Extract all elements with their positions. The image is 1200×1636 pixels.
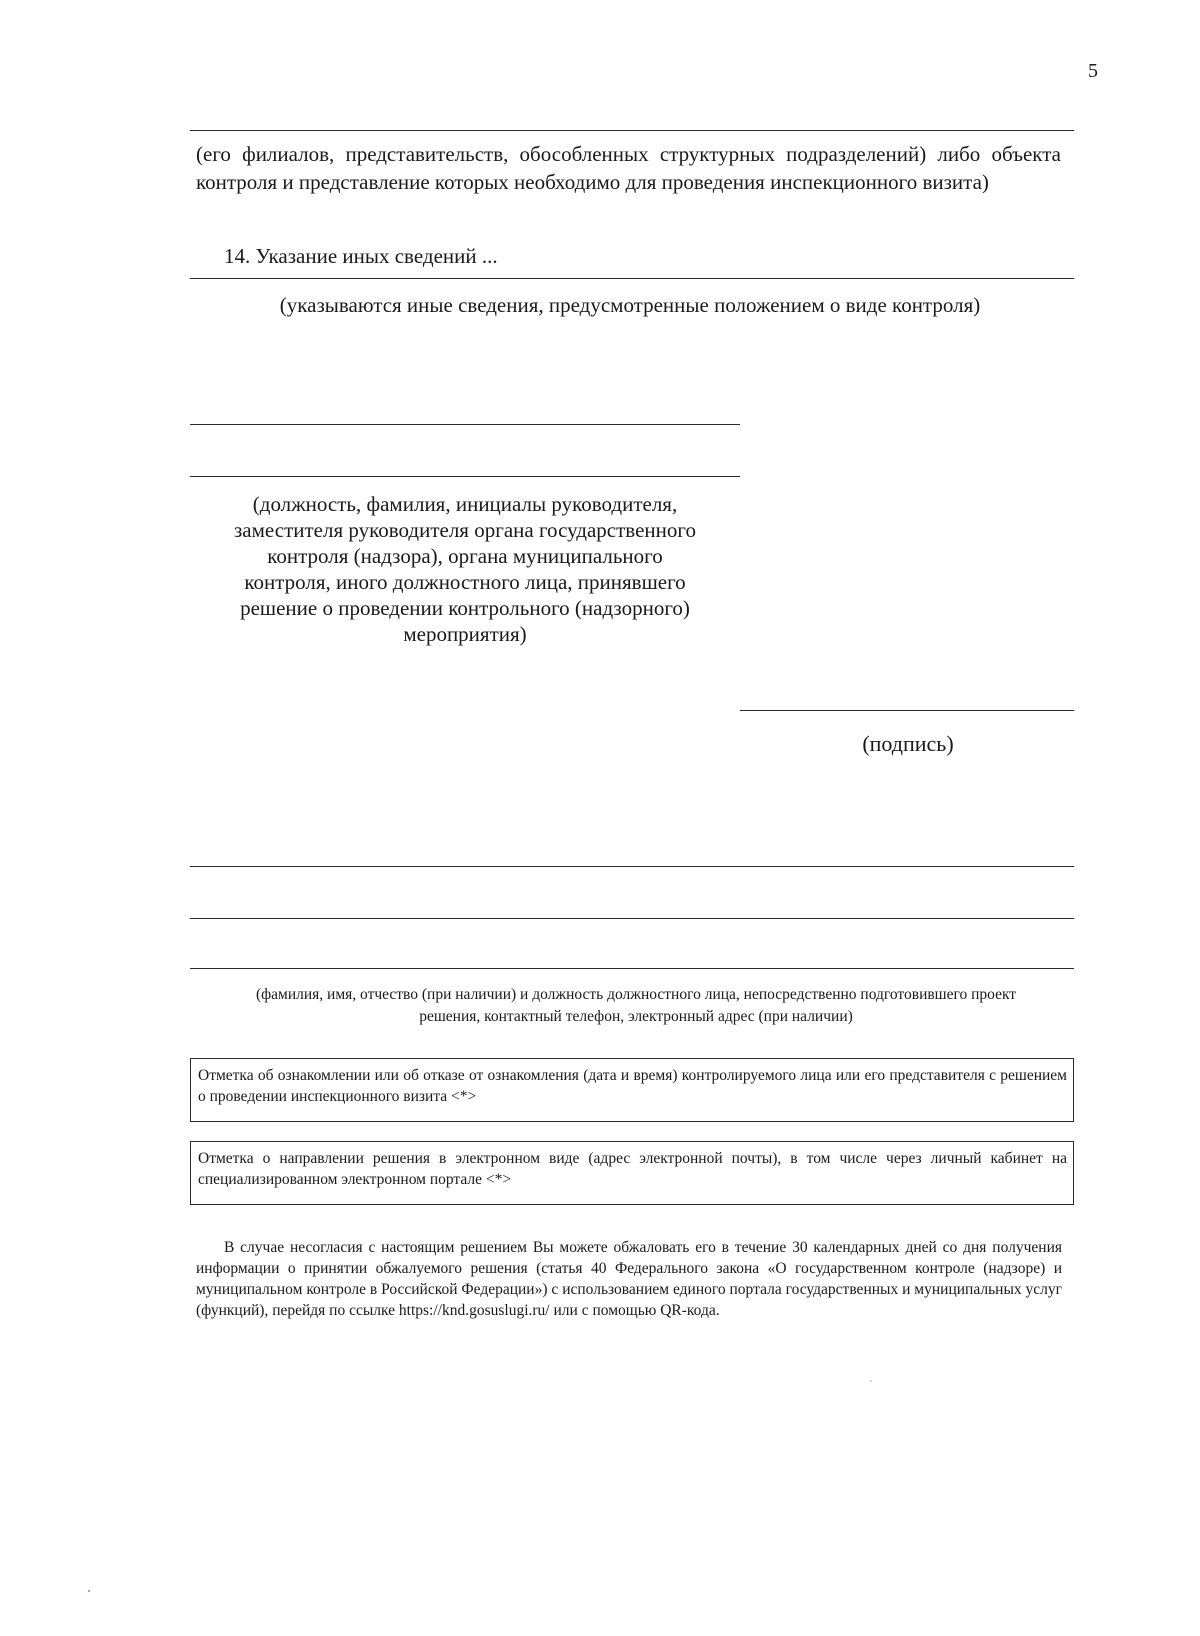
intro-paragraph: (его филиалов, представительств, обособленных структурных подразделений) либо объекта контроля и представление которых необходимо для проведения инспекционного визита)	[196, 142, 1061, 194]
electronic-note-box: Отметка о направлении решения в электронном виде (адрес электронной почты), в том числе через личный кабинет на специализированном электронном портале <*>	[190, 1141, 1074, 1205]
signatory-caption-line: мероприятия)	[403, 622, 527, 646]
item-14-heading: 14. Указание иных сведений ...	[224, 244, 498, 268]
appeal-notice: В случае несогласия с настоящим решением Вы можете обжаловать его в течение 30 календарных дней со дня получения информации о принятии обжалуемого решения (статья 40 Федерального закона «О государственном контроле (надзоре) и муниципальном контроле в Российской Федерации») с использованием единого портала государственных и муниципальных услуг (функций), перейдя по ссылке https://knd.gosuslugi.ru/ или с помощью QR-кода.	[196, 1239, 1062, 1319]
blank-line-top	[190, 130, 1074, 131]
signatory-caption-line: (должность, фамилия, инициалы руководителя,	[252, 492, 678, 516]
preparer-caption-line: (фамилия, имя, отчество (при наличии) и должность должностного лица, непосредственно подготовившего проект	[255, 986, 1017, 1003]
signatory-caption-line: решение о проведении контрольного (надзорного)	[240, 596, 690, 620]
blank-line-preparer-2	[190, 918, 1074, 919]
other-info-caption: (указываются иные сведения, предусмотренные положением о виде контроля)	[279, 293, 981, 317]
page-number: 5	[1088, 60, 1098, 82]
blank-line-signatory-2	[190, 476, 740, 477]
signature-caption: (подпись)	[862, 731, 954, 756]
blank-line-preparer-1	[190, 866, 1074, 867]
signatory-caption-line: контроля, иного должностного лица, принявшего	[244, 570, 686, 594]
blank-line-item14	[190, 278, 1074, 279]
signatory-caption-line: заместителя руководителя органа государственного	[234, 518, 696, 542]
acquaintance-note-box: Отметка об ознакомлении или об отказе от ознакомления (дата и время) контролируемого лица или его представителя с решением о проведении инспекционного визита <*>	[190, 1058, 1074, 1122]
signature-line	[740, 710, 1074, 711]
preparer-caption	[196, 984, 1076, 1028]
blank-line-preparer-3	[190, 968, 1074, 969]
preparer-caption-line: решения, контактный телефон, электронный адрес (при наличии)	[419, 1008, 853, 1025]
blank-line-signatory-1	[190, 424, 740, 425]
signatory-caption-line: контроля (надзора), органа муниципального	[267, 544, 663, 568]
scan-speck	[870, 1380, 872, 1382]
signatory-caption	[190, 491, 740, 647]
scan-speck	[88, 1590, 90, 1592]
